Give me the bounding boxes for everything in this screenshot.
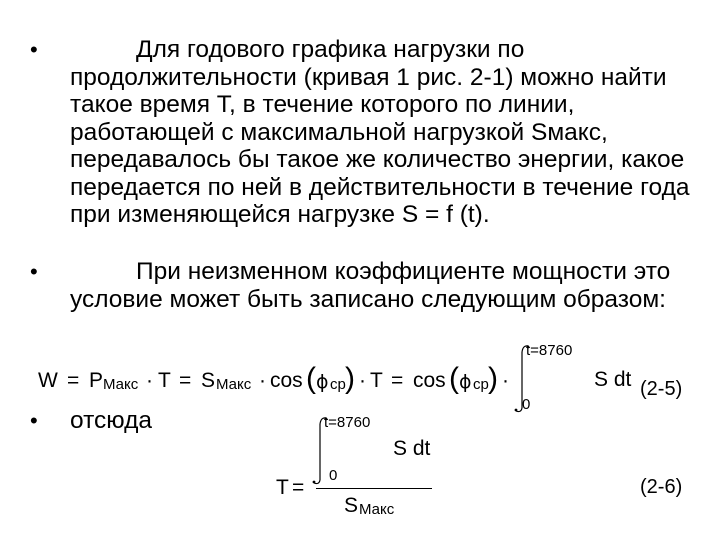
- integral-upper-limit: t=8760: [526, 342, 573, 359]
- denominator-subscript: Макс: [359, 501, 395, 518]
- formula-function: cos: [413, 369, 446, 392]
- formula-symbol: =: [67, 369, 80, 392]
- bullet-marker: •: [30, 259, 38, 284]
- formula-subscript: cp: [473, 376, 489, 393]
- paragraph-text: Для годового графика нагрузки по продолжительности (кривая 1 рис. 2-1) можно найти такое время Т, в течение которого по линии, работающей с максимальной нагрузкой Sмакс, передавалось бы такое же количество энергии, какое передается по ней в действительности в течение года при изменяющейся нагрузке S = f (t).: [70, 36, 690, 228]
- paragraph-text: отсюда: [70, 407, 153, 434]
- integral-lower-limit: 0: [329, 467, 338, 484]
- denominator-symbol: S: [344, 494, 359, 517]
- formula-symbol: T: [370, 369, 383, 392]
- formula-function: cos: [270, 369, 303, 392]
- formula-symbol: ·: [502, 369, 509, 392]
- integral-upper-limit: t=8760: [324, 414, 371, 431]
- formula-subscript: Макс: [216, 376, 252, 393]
- bullet-marker: •: [30, 408, 38, 433]
- formula-symbol: T: [276, 476, 289, 499]
- formula-symbol: ·: [259, 369, 266, 392]
- formula-symbol: ϕ: [459, 371, 472, 393]
- bullet-marker: •: [30, 37, 38, 62]
- formula-subscript: Макс: [103, 376, 139, 393]
- formula-symbol: =: [292, 476, 305, 499]
- left-paren: (: [306, 362, 316, 395]
- equation-number: (2-5): [640, 378, 683, 400]
- right-paren: ): [345, 362, 355, 395]
- formula-symbol: ·: [146, 369, 153, 392]
- formula-symbol: P: [89, 369, 104, 392]
- formula-symbol: T: [158, 369, 171, 392]
- right-paren: ): [488, 362, 498, 395]
- integral-lower-limit: 0: [522, 396, 531, 413]
- fraction-bar: [316, 488, 432, 489]
- left-paren: (: [449, 362, 459, 395]
- numerator-integrand: S dt: [393, 437, 431, 460]
- paragraph-text: При неизменном коэффициенте мощности это условие может быть записано следующим образом:: [70, 258, 671, 313]
- formula-symbol: S: [201, 369, 216, 392]
- integrand: S dt: [594, 368, 632, 391]
- formula-subscript: cp: [330, 376, 346, 393]
- formula-symbol: =: [391, 369, 404, 392]
- formula-symbol: ϕ: [316, 371, 329, 393]
- formula-symbol: W: [38, 369, 58, 392]
- formula-symbol: =: [179, 369, 192, 392]
- formula-symbol: ·: [359, 369, 366, 392]
- equation-number: (2-6): [640, 476, 683, 498]
